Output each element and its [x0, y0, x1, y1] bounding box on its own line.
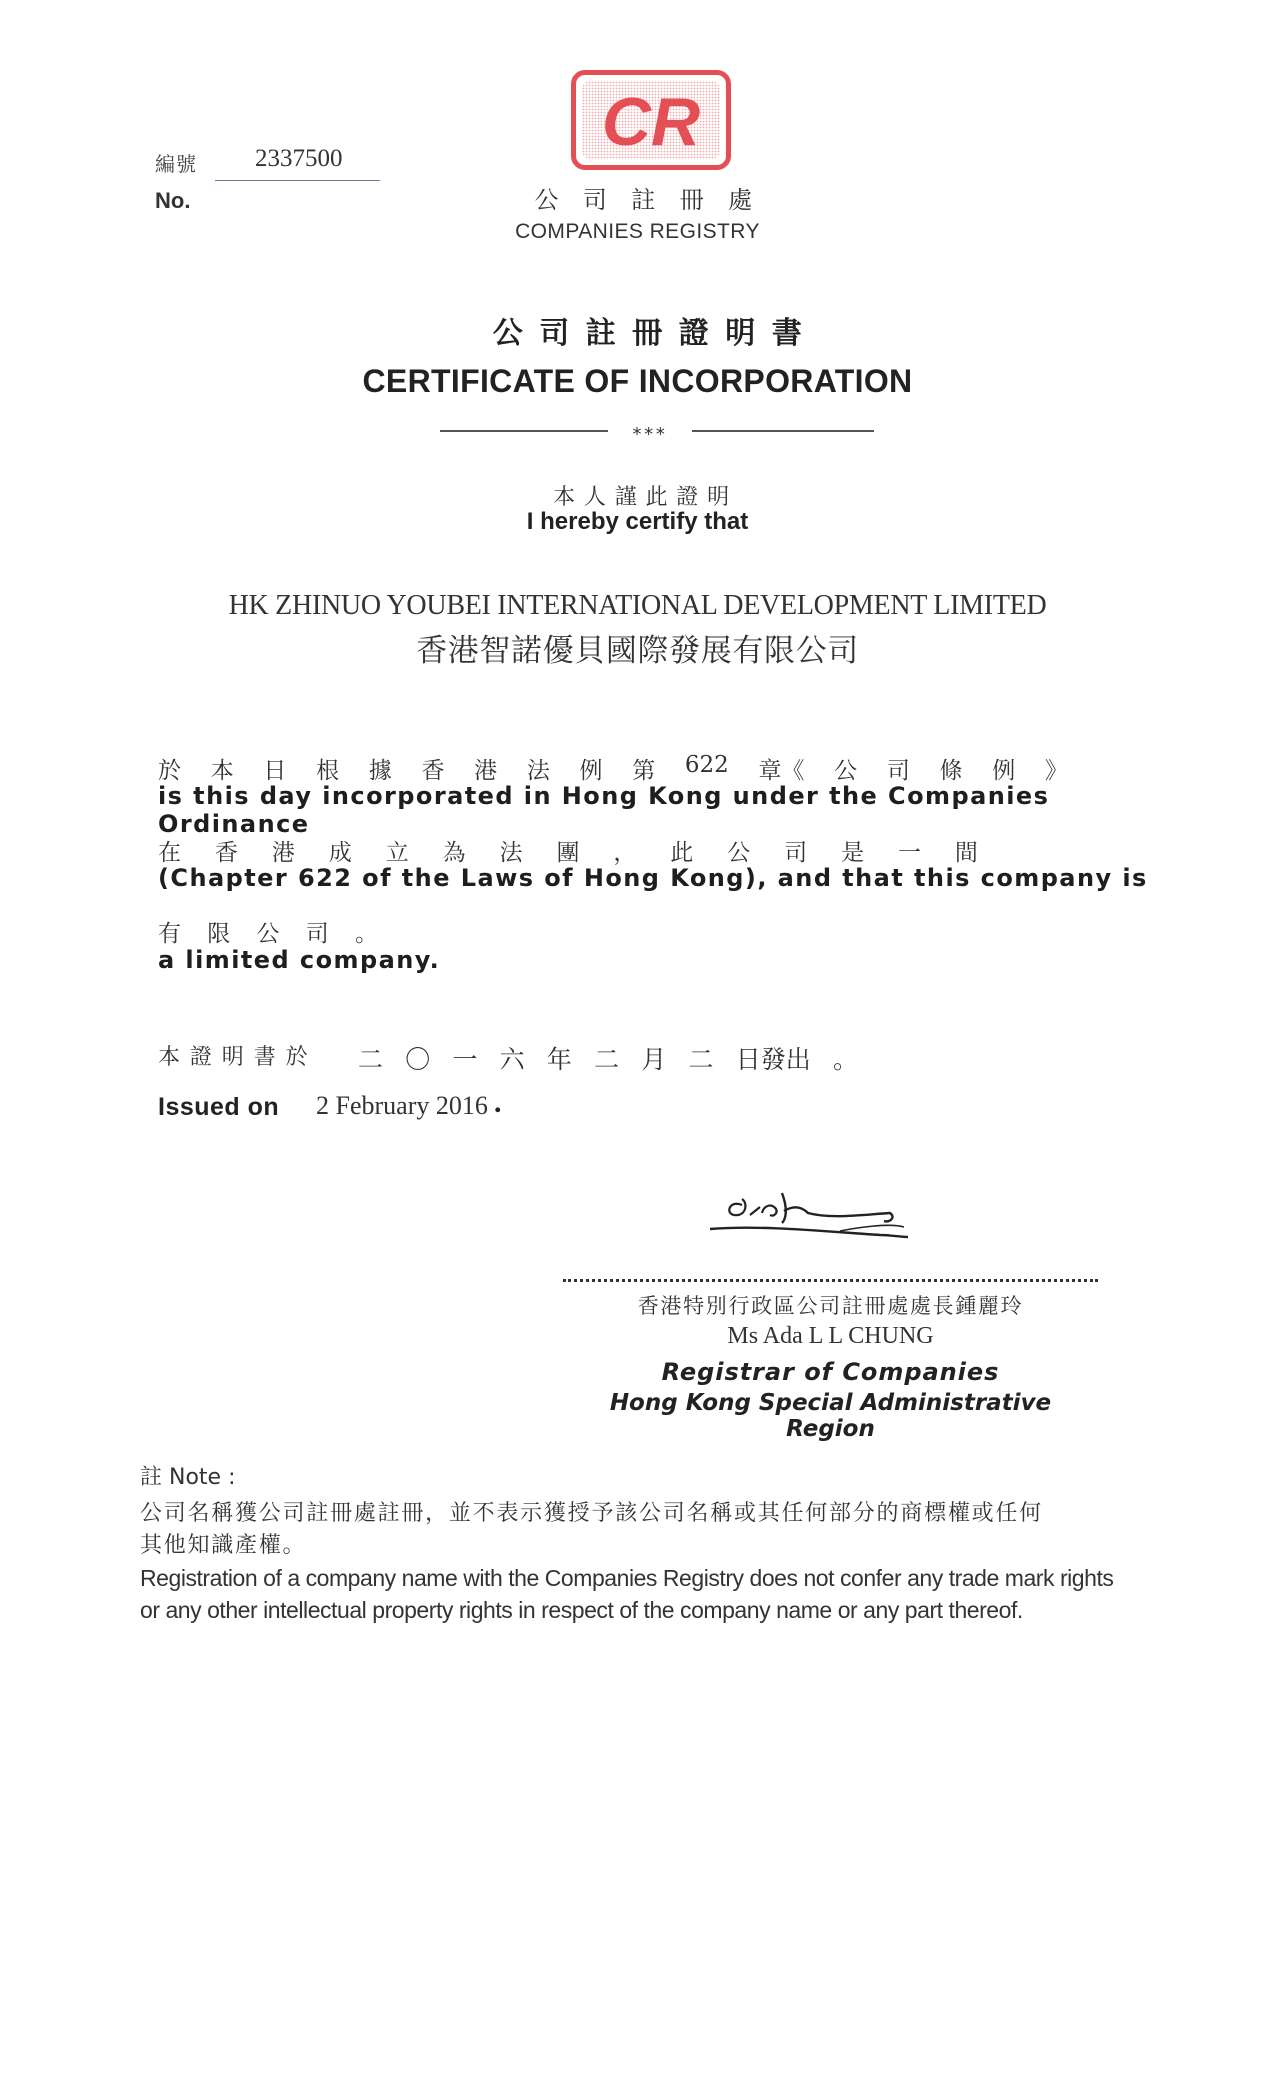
- issued-date-char: 〇: [405, 1045, 431, 1074]
- note-zh-line2: 其他知識產權。: [140, 1533, 307, 1558]
- signatory-region: Hong Kong Special Administrative Region: [609, 1390, 1052, 1442]
- issued-date-char: 二: [688, 1045, 714, 1074]
- body-line2-char: 港: [271, 840, 295, 866]
- body-line3-en: a limited company.: [158, 946, 441, 974]
- body-line2-char: 團: [556, 840, 580, 866]
- body-line3-char: 。: [355, 921, 378, 947]
- signatory-role: Registrar of Companies: [661, 1358, 1000, 1386]
- body-line2-char: 此: [670, 840, 694, 866]
- body-line2-char: 間: [954, 840, 978, 866]
- cr-logo-icon: [576, 75, 726, 165]
- body-line1-char: 司: [886, 758, 910, 784]
- body-line1-char: 例: [579, 758, 603, 784]
- body-line2-char: 在: [158, 840, 181, 866]
- body-line1-char: 622: [684, 752, 729, 778]
- body-line2-char: 香: [214, 840, 238, 866]
- body-line1-zh: [158, 752, 1068, 785]
- certify-en: I hereby certify that: [526, 508, 749, 535]
- body-line3-char: 限: [207, 921, 231, 947]
- svg-text:CR: CR: [601, 84, 701, 160]
- body-line1-char: 法: [526, 758, 550, 784]
- body-line1-char: 香: [421, 758, 445, 784]
- note-en-line2: or any other intellectual property rights in respect of the company name or any part thereof.: [140, 1597, 1023, 1623]
- body-line2-char: 立: [385, 840, 409, 866]
- body-line2-char: 司: [784, 840, 808, 866]
- body-line1-char: 根: [316, 758, 340, 784]
- certificate-title-zh: 公司註冊證明書: [492, 316, 819, 351]
- note-en-line1: Registration of a company name with the Companies Registry does not confer any trade mark rights: [140, 1565, 1114, 1591]
- note-label: 註 Note :: [140, 1465, 236, 1490]
- issued-zh-prefix: 本證明書於: [158, 1045, 318, 1070]
- company-name-en: HK ZHINUO YOUBEI INTERNATIONAL DEVELOPMENT LIMITED: [228, 590, 1047, 621]
- body-line1-char: 於: [158, 758, 181, 784]
- note-zh-line1: 公司名稱獲公司註冊處註冊，並不表示獲授予該公司名稱或其任何部分的商標權或任何: [140, 1501, 1043, 1526]
- body-line2-char: 成: [328, 840, 352, 866]
- title-divider-left: [440, 430, 608, 432]
- body-line2-en: (Chapter 622 of the Laws of Hong Kong), and that this company is: [158, 864, 1148, 892]
- issued-date-char: 。: [832, 1045, 858, 1074]
- body-line1-char: 公: [834, 758, 858, 784]
- body-line1-char: 港: [474, 758, 498, 784]
- certify-zh: 本人謹此證明: [553, 485, 738, 510]
- body-line1-en: is this day incorporated in Hong Kong under the Companies Ordinance: [158, 782, 1050, 838]
- registrar-signature: [690, 1185, 920, 1255]
- body-line2-char: 為: [442, 840, 466, 866]
- issued-en-end: .: [494, 1086, 502, 1119]
- number-label-zh: 編號: [155, 152, 197, 176]
- title-divider-right: [692, 430, 874, 432]
- issued-date-char: 六: [499, 1045, 525, 1074]
- signatory-title-zh: 香港特別行政區公司註冊處處長鍾麗玲: [637, 1294, 1024, 1318]
- signatory-name: Ms Ada L L CHUNG: [727, 1323, 934, 1349]
- issued-zh-date: [358, 1040, 858, 1076]
- body-line1-char: 第: [632, 758, 656, 784]
- issued-date-char: 二: [594, 1045, 620, 1074]
- issued-date-char: 日發出: [735, 1045, 811, 1074]
- issued-date-char: 一: [452, 1045, 478, 1074]
- body-line1-char: 條: [939, 758, 963, 784]
- issued-en-label: Issued on: [158, 1093, 280, 1121]
- issued-date-char: 年: [546, 1045, 572, 1074]
- body-line1-char: 例: [992, 758, 1016, 784]
- body-line3-char: 有: [158, 921, 181, 947]
- body-line2-zh: [158, 834, 978, 867]
- body-line2-char: 法: [499, 840, 523, 866]
- company-name-zh: 香港智諾優貝國際發展有限公司: [416, 633, 859, 669]
- registry-name-en: COMPANIES REGISTRY: [515, 220, 760, 243]
- body-line1-char: 章《: [758, 758, 805, 784]
- issued-date-char: 二: [358, 1045, 384, 1074]
- certificate-title-en: CERTIFICATE OF INCORPORATION: [362, 363, 913, 399]
- number-label-en: No.: [155, 188, 191, 213]
- body-line3-char: 公: [256, 921, 280, 947]
- body-line1-char: 》: [1044, 758, 1068, 784]
- companies-registry-logo: [571, 70, 731, 170]
- body-line1-char: 據: [368, 758, 392, 784]
- body-line2-char: ，: [613, 840, 637, 866]
- title-ornament: ***: [632, 424, 668, 445]
- registry-name-zh: 公 司 註 冊 處: [534, 186, 761, 214]
- body-line3-zh: [158, 915, 378, 948]
- signature-dotted-line: [563, 1279, 1098, 1282]
- issued-date-char: 月: [641, 1045, 667, 1074]
- body-line2-char: 是: [841, 840, 865, 866]
- body-line1-char: 本: [210, 758, 234, 784]
- body-line1-char: 日: [263, 758, 287, 784]
- body-line3-char: 司: [305, 921, 329, 947]
- issued-en-date: 2 February 2016: [316, 1091, 488, 1120]
- registration-number: 2337500: [255, 145, 343, 172]
- body-line2-char: 公: [727, 840, 751, 866]
- body-line2-char: 一: [897, 840, 921, 866]
